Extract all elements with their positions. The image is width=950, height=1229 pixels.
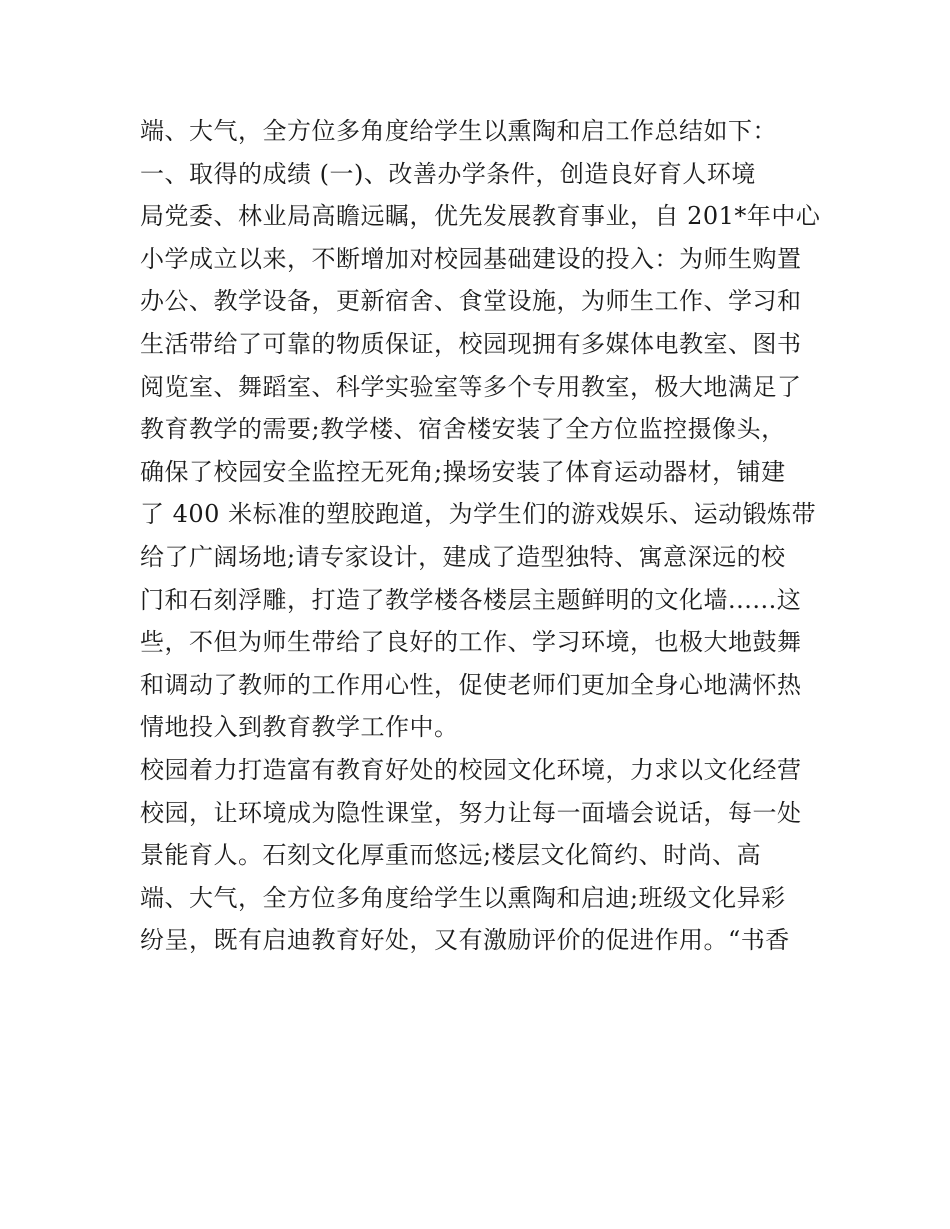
text-line: 门和石刻浮雕，打造了教学楼各楼层主题鲜明的文化墙......这 — [140, 585, 802, 614]
text-line: 小学成立以来，不断增加对校园基础建设的投入：为师生购置 — [140, 244, 802, 273]
text-line: 校园着力打造富有教育好处的校园文化环境，力求以文化经营 — [140, 755, 802, 784]
body-text — [140, 110, 830, 962]
text-line: 景能育人。石刻文化厚重而悠远;楼层文化简约、时尚、高 — [140, 841, 762, 870]
text-line: 局党委、林业局高瞻远瞩，优先发展教育事业，自 201*年中心 — [140, 202, 821, 231]
text-line: 了 400 米标准的塑胶跑道，为学生们的游戏娱乐、运动锻炼带 — [140, 500, 817, 529]
text-line: 和调动了教师的工作用心性，促使老师们更加全身心地满怀热 — [140, 670, 802, 699]
text-line: 端、大气，全方位多角度给学生以熏陶和启工作总结如下： — [140, 117, 777, 145]
text-line: 校园，让环境成为隐性课堂，努力让每一面墙会说话，每一处 — [140, 798, 802, 827]
text-line: 教育教学的需要;教学楼、宿舍楼安装了全方位监控摄像头， — [140, 415, 786, 444]
text-line: 给了广阔场地;请专家设计，建成了造型独特、寓意深远的校 — [140, 542, 786, 571]
text-line: 情地投入到教育教学工作中。 — [140, 713, 459, 742]
text-line: 端、大气，全方位多角度给学生以熏陶和启迪;班级文化异彩 — [140, 883, 786, 912]
text-line: 生活带给了可靠的物质保证，校园现拥有多媒体电教室、图书 — [140, 329, 802, 358]
text-line: 阅览室、舞蹈室、科学实验室等多个专用教室，极大地满足了 — [140, 372, 802, 401]
text-line: 办公、教学设备，更新宿舍、食堂设施，为师生工作、学习和 — [140, 287, 802, 316]
text-line: 纷呈，既有启迪教育好处，又有激励评价的促进作用。“书香 — [140, 926, 790, 955]
section-heading: 一、取得的成绩 (一)、改善办学条件，创造良好育人环境 — [140, 159, 756, 188]
text-line: 些，不但为师生带给了良好的工作、学习环境，也极大地鼓舞 — [140, 628, 802, 657]
text-line: 确保了校园安全监控无死角;操场安装了体育运动器材，铺建 — [140, 457, 786, 486]
